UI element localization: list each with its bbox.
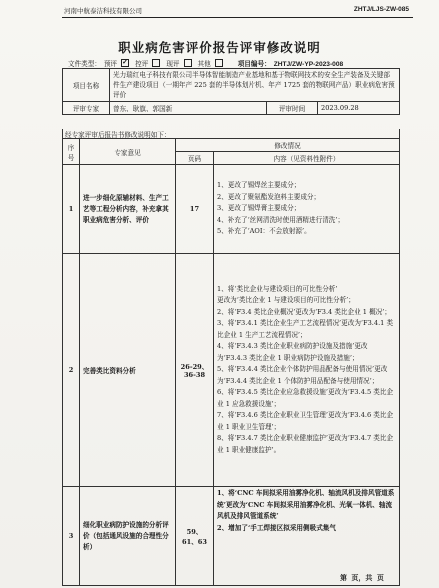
header-company: 河南中航泰洁科技有限公司 xyxy=(64,7,142,15)
col-mod-header: 修改情况 xyxy=(176,139,400,152)
checkbox-icon xyxy=(121,59,129,67)
project-no-label: 项目编号： xyxy=(237,61,271,68)
row-page: 26-29、36-38 xyxy=(176,254,214,487)
content-line: 6、将‘F3.4.5 类比企业应急救援设施’更改为‘F3.4.5 类比企业 1 应急救援设施’； xyxy=(217,388,394,408)
row-opinion: 完善类比资料分析 xyxy=(80,254,176,487)
content-line: 5、将‘F3.4.4 类比企业个体防护用品配备与使用情况’更改为‘F3.4.4 类比企业 1 个体防护用品配备与使用情况’； xyxy=(217,365,388,385)
content-line: 2、增加了‘手工焊接区拟采用侧吸式集气 xyxy=(217,523,336,532)
project-no: ZHTJ/ZW-YP-2023-008 xyxy=(273,61,344,68)
checkbox-icon xyxy=(215,59,223,67)
content-line: 2、更改了聚氨酯发泡料主要成分； xyxy=(217,192,321,201)
page-footer: 第 页，共 页 xyxy=(340,573,384,582)
content-line: 4、补充了‘丝网清洗时使用酒精进行清洗’； xyxy=(217,215,345,224)
col-expert-header: 专家意见 xyxy=(80,139,176,165)
document-title: 职业病危害评价报告评审修改说明 xyxy=(118,40,321,55)
row-content xyxy=(214,487,400,586)
row-page: 59、61、63 xyxy=(176,487,214,586)
row-opinion: 进一步细化原辅材料、生产工艺等工程分析内容，补充拿其职业病危害分析、评价 xyxy=(80,165,176,254)
content-line: 4、将‘F3.4.3 类比企业职业病防护设施及措施’更改为‘F3.4.3 类比企业 1 职业病防护设施及措施’； xyxy=(217,342,368,362)
file-type-label: 文件类型： xyxy=(68,60,101,68)
header-rule xyxy=(62,17,413,18)
review-time: 2023.09.28 xyxy=(318,102,400,115)
modification-table xyxy=(62,138,400,586)
file-type-option xyxy=(166,58,194,68)
file-type-line xyxy=(68,58,398,68)
row-content xyxy=(214,165,400,254)
col-page-header: 页码 xyxy=(176,152,214,165)
content-line: 3、将‘F3.4.1 类比企业生产工艺流程情况’更改为‘F3.4.1 类比企业 1 生产工艺流程情况’； xyxy=(217,319,394,339)
file-type-option-label: 控评 xyxy=(135,60,149,68)
row-page: 17 xyxy=(176,165,214,254)
file-type-option-label: 预评 xyxy=(103,60,118,68)
header-code: ZHTJ/LJS-ZW-085 xyxy=(353,6,409,13)
checkbox-icon xyxy=(152,59,160,67)
project-name: 光力瑞红电子科技有限公司半导体智能制造产业基地和基于物联网技术的安全生产装备及关键部件生产建设项目（一期年产 225 套的半导体划片机、年产 1725 套的物联网产品）职业病危害预评价 xyxy=(110,69,400,102)
row-seq: 3 xyxy=(63,487,80,586)
row-seq: 1 xyxy=(63,165,80,254)
content-line: 2、将‘F3.4 类比企业概况’更改为‘F3.4 类比企业 1 概况’； xyxy=(217,307,391,316)
project-name-label: 项目名称 xyxy=(63,69,110,102)
col-content-header: 内容（见资料性附件） xyxy=(214,152,400,165)
file-type-option-label: 现评 xyxy=(166,60,180,68)
table-row xyxy=(63,165,400,254)
page-header xyxy=(64,4,409,18)
table-row xyxy=(63,487,400,586)
file-type-option xyxy=(135,58,163,68)
content-line: 5、补充了‘AOI：不会放射源’。 xyxy=(217,227,311,236)
reviewers-label: 评审专家 xyxy=(63,102,110,115)
content-line: 1、将‘CNC 车间拟采用油雾净化机、轴流风机及排风管道系统’更改为‘CNC 车间拟采用油雾净化机、光氧一体机、轴流风机及排风管道系统’ xyxy=(217,489,395,520)
intro-text: 经专家评审后报告书修改说明如下： xyxy=(62,129,400,139)
row-seq: 2 xyxy=(63,254,80,487)
checkbox-icon xyxy=(184,59,192,67)
content-line: 1、更改了锡焊丝主要成分； xyxy=(217,181,301,190)
table-row xyxy=(63,254,400,487)
content-line: 更改为‘类比企业 1 与建设项目的可比性分析’； xyxy=(217,296,355,305)
col-seq-header: 序号 xyxy=(63,139,80,165)
file-type-options xyxy=(104,58,229,68)
info-table xyxy=(62,68,400,115)
review-time-label: 评审时间 xyxy=(267,102,318,115)
reviewers: 曾东、耿旗、郭国新 xyxy=(110,102,267,115)
row-opinion: 细化职业病防护设施的分析评价（包括通风设施的合理性分析） xyxy=(80,487,176,586)
row-content xyxy=(214,254,400,487)
file-type-option-label: 其他 xyxy=(197,60,211,68)
content-line: 1、将‘类比企业与建设项目的可比性分析’ xyxy=(217,284,338,293)
content-line: 3、更改了锡焊膏主要成分； xyxy=(217,204,301,213)
content-line: 7、将‘F3.4.6 类比企业职业卫生管理’更改为‘F3.4.6 类比企业 1 职业卫生管理’； xyxy=(217,411,394,431)
file-type-option xyxy=(198,58,226,68)
content-line: 8、将‘F3.4.7 类比企业职业健康监护’更改为‘F3.4.7 类比企业 1 职业健康监护’。 xyxy=(217,434,394,454)
file-type-option xyxy=(104,58,132,68)
